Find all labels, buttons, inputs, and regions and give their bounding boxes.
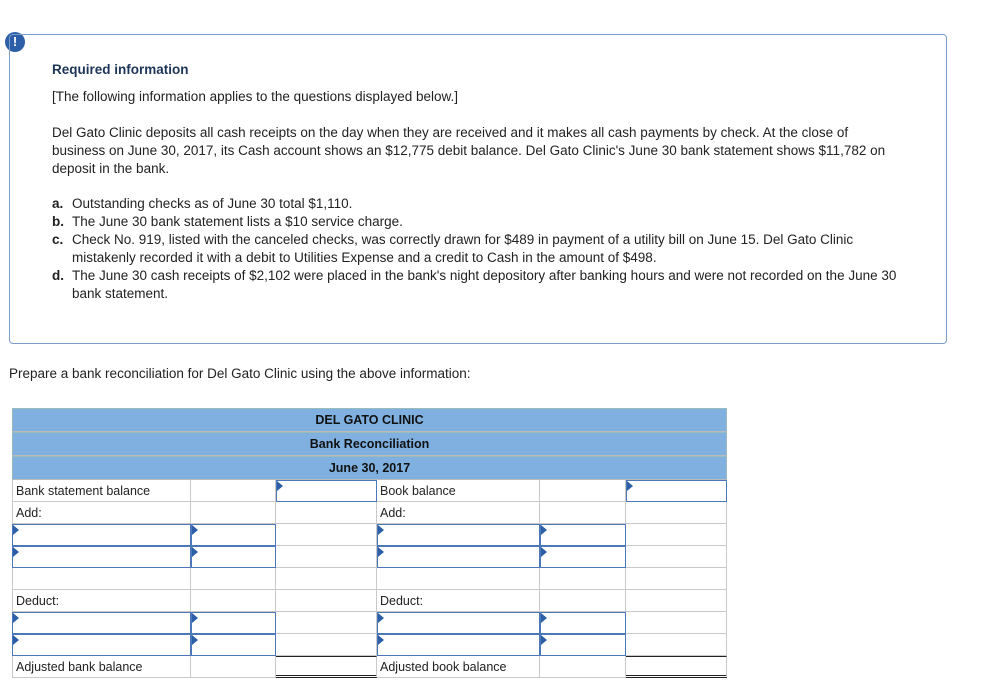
empty-cell <box>540 502 626 524</box>
info-item-a: a. Outstanding checks as of June 30 total $1,110. <box>52 196 353 211</box>
book-deduct-item-1-input[interactable] <box>377 612 540 634</box>
book-deduct-item-2-input[interactable] <box>377 634 540 656</box>
scenario-paragraph: Del Gato Clinic deposits all cash receipts on the day when they are received and it makes all cash payments by check. At the close of business on June 30, 2017, its Cash account shows an $12,775 debit balance. Del Gato Clinic's June 30 bank statement shows $11,782 on deposit in the bank. <box>52 125 886 176</box>
empty-cell <box>276 546 377 568</box>
empty-cell <box>540 656 626 678</box>
book-balance-input[interactable] <box>626 480 727 502</box>
info-item-b: b. The June 30 bank statement lists a $10 service charge. <box>52 214 403 229</box>
empty-cell <box>191 590 276 612</box>
applies-note: [The following information applies to the questions displayed below.] <box>52 89 458 104</box>
company-header: DEL GATO CLINIC <box>12 408 727 432</box>
empty-cell <box>276 612 377 634</box>
empty-cell <box>191 502 276 524</box>
empty-cell <box>276 590 377 612</box>
statement-title: Bank Reconciliation <box>12 432 727 456</box>
empty-cell <box>191 656 276 678</box>
empty-cell <box>540 568 626 590</box>
adjusted-book-label: Adjusted book balance <box>377 656 540 678</box>
bank-add-label: Add: <box>12 502 191 524</box>
empty-cell <box>377 568 540 590</box>
info-item-d: d. The June 30 cash receipts of $2,102 were placed in the bank's night depository after banking hours and were not recorded on the June 30 bank statement. <box>52 268 897 301</box>
book-add-amount-1-input[interactable] <box>540 524 626 546</box>
empty-cell <box>276 524 377 546</box>
empty-cell <box>540 480 626 502</box>
info-item-c: c. Check No. 919, listed with the canceled checks, was correctly drawn for $489 in payment of a utility bill on June 15. Del Gato Clinic mistakenly recorded it with a debit to Utilities Expense and a credit to Cash in the amount of $498. <box>52 232 854 265</box>
required-info-title: Required information <box>52 62 189 77</box>
empty-cell <box>626 590 727 612</box>
book-add-item-2-input[interactable] <box>377 546 540 568</box>
empty-cell <box>626 612 727 634</box>
empty-cell <box>540 590 626 612</box>
bank-deduct-amount-2-input[interactable] <box>191 634 276 656</box>
empty-cell <box>626 634 727 656</box>
question-prompt: Prepare a bank reconciliation for Del Gato Clinic using the above information: <box>9 366 471 381</box>
empty-cell <box>276 502 377 524</box>
bank-add-amount-1-input[interactable] <box>191 524 276 546</box>
empty-cell <box>626 568 727 590</box>
book-deduct-amount-1-input[interactable] <box>540 612 626 634</box>
empty-cell <box>12 568 191 590</box>
adjusted-bank-total <box>276 656 377 678</box>
book-add-item-1-input[interactable] <box>377 524 540 546</box>
bank-deduct-amount-1-input[interactable] <box>191 612 276 634</box>
bank-balance-input[interactable] <box>276 480 377 502</box>
book-deduct-label: Deduct: <box>377 590 540 612</box>
book-balance-label: Book balance <box>377 480 540 502</box>
bank-deduct-item-1-input[interactable] <box>12 612 191 634</box>
empty-cell <box>626 524 727 546</box>
empty-cell <box>191 568 276 590</box>
alert-icon: ! <box>5 32 25 52</box>
book-deduct-amount-2-input[interactable] <box>540 634 626 656</box>
bank-add-item-1-input[interactable] <box>12 524 191 546</box>
adjusted-bank-label: Adjusted bank balance <box>12 656 191 678</box>
empty-cell <box>276 634 377 656</box>
bank-add-amount-2-input[interactable] <box>191 546 276 568</box>
info-items <box>52 195 912 303</box>
empty-cell <box>276 568 377 590</box>
bank-balance-label: Bank statement balance <box>12 480 191 502</box>
book-add-label: Add: <box>377 502 540 524</box>
bank-deduct-label: Deduct: <box>12 590 191 612</box>
empty-cell <box>191 480 276 502</box>
empty-cell <box>626 546 727 568</box>
book-add-amount-2-input[interactable] <box>540 546 626 568</box>
adjusted-book-total <box>626 656 727 678</box>
bank-deduct-item-2-input[interactable] <box>12 634 191 656</box>
empty-cell <box>626 502 727 524</box>
statement-date: June 30, 2017 <box>12 456 727 480</box>
recon-grid <box>12 480 727 678</box>
bank-add-item-2-input[interactable] <box>12 546 191 568</box>
reconciliation-table <box>12 408 727 678</box>
